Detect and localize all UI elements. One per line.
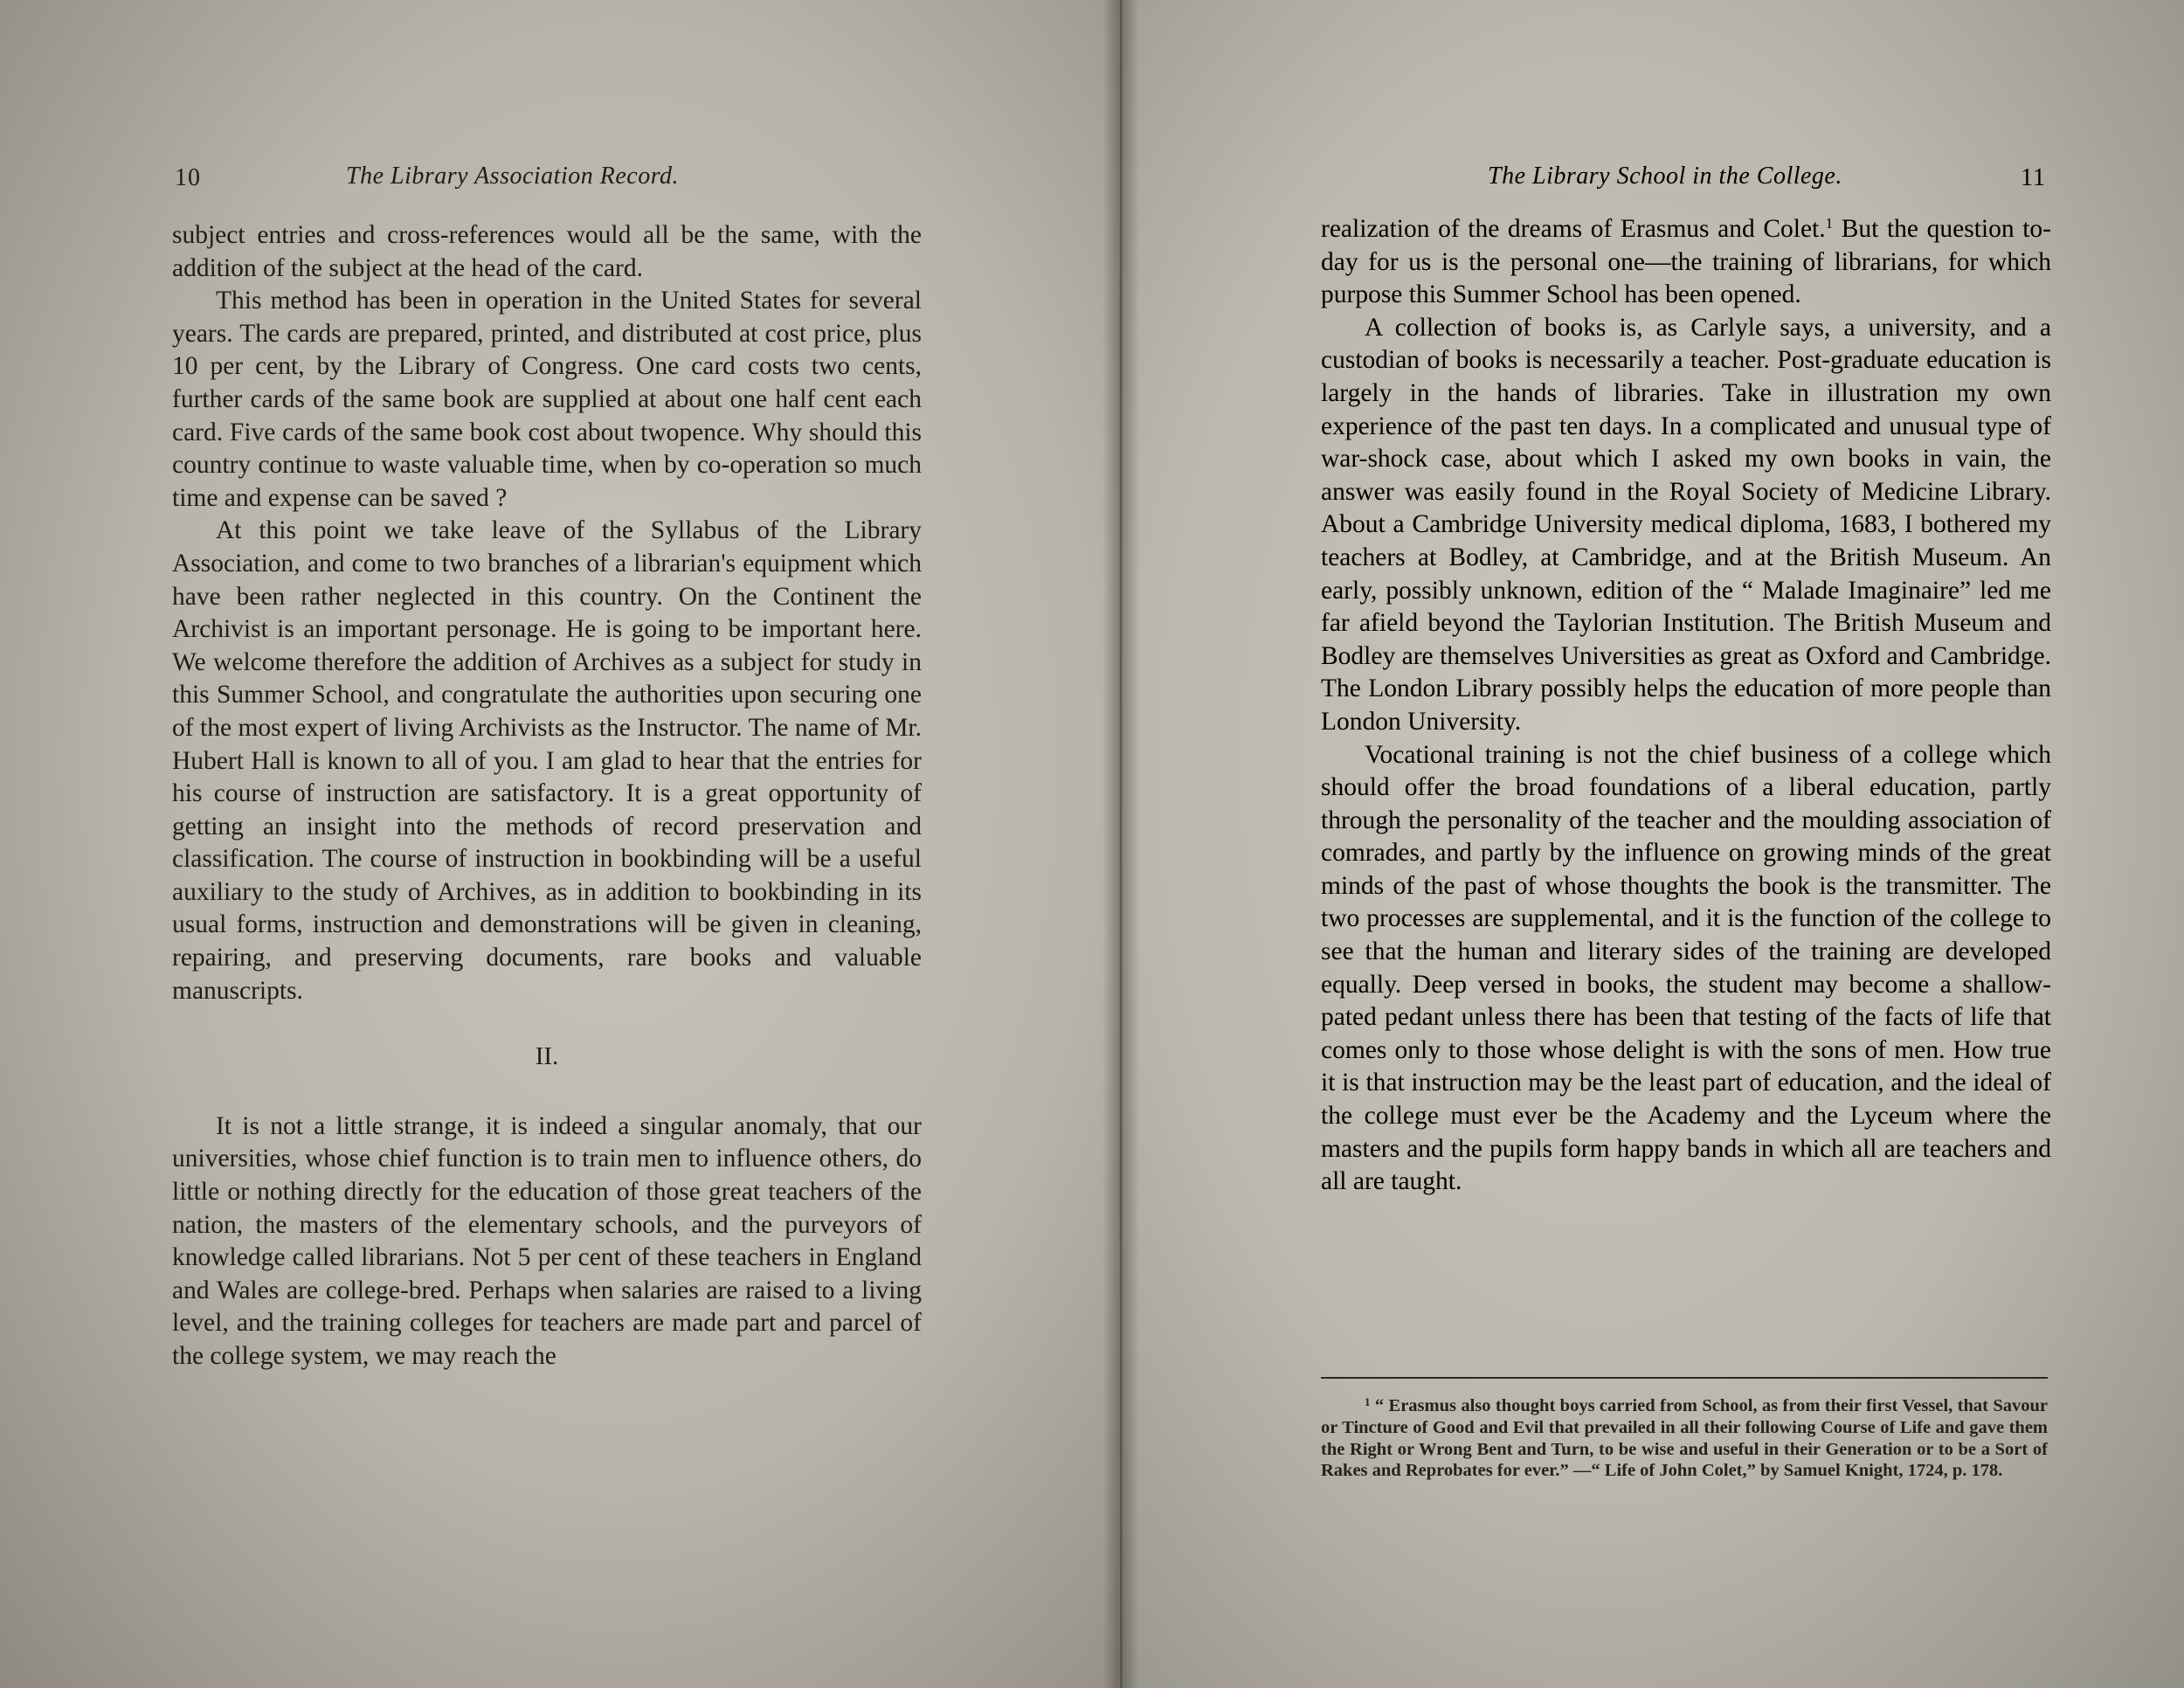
- right-paragraph-1-end: But the question to-day for us is the personal one—the training of librarians, for which purpose this Summer School has been opened.: [1321, 215, 2051, 309]
- footnote-mark: 1: [1365, 1395, 1371, 1408]
- section-heading: II.: [535, 1042, 559, 1071]
- footnote-reference: 1: [1825, 215, 1834, 232]
- footnote: [1321, 1392, 2048, 1482]
- left-paragraph-1: subject entries and cross-references would all be the same, with the addition of the subject at the head of the card.: [172, 221, 922, 282]
- right-paragraph-2: A collection of books is, as Carlyle says, a university, and a custodian of books is necessarily a teacher. Post-graduate education is largely in the hands of libraries. Take in illustration my own experience of the past ten days. In a complicated and unusual type of war-shock case, about which I asked my own books in vain, the answer was easily found in the Royal Society of Medicine Library. About a Cambridge University medical diploma, 1683, I bothered my teachers at Bodley, at Cambridge, and at the British Museum. An early, possibly unknown, edition of the “ Malade Imaginaire” led me far afield beyond the Taylorian Institution. The British Museum and Bodley are themselves Universities as great as Oxford and Cambridge. The London Library possibly helps the education of more people than London University.: [1321, 313, 2051, 736]
- left-running-head: The Library Association Record.: [346, 163, 680, 190]
- right-paragraph-1: [1321, 213, 2051, 312]
- footnote-paragraph: [1321, 1392, 2048, 1482]
- right-page-number: 11: [2021, 164, 2046, 191]
- book-gutter: [1102, 0, 1139, 1688]
- right-running-head: The Library School in the College.: [1488, 163, 1842, 190]
- right-paragraph-3: Vocational training is not the chief business of a college which should offer the broad foundations of a liberal education, partly through the personality of the teacher and the moulding association of comrades, and partly by the influence on growing minds of the great minds of the past of whose thoughts the book is the transmitter. The two processes are supplemental, and it is the function of the college to see that the human and literary sides of the training are developed equally. Deep versed in books, the student may become a shallow-pated pedant unless there has been that testing of the facts of life that comes only to those whose delight is with the sons of men. How true it is that instruction may be the least part of education, and the ideal of the college must ever be the Academy and the Lyceum where the masters and the pupils form happy bands in which all are teachers and all are taught.: [1321, 740, 2051, 1196]
- left-page-number: 10: [175, 164, 201, 191]
- footnote-divider: [1321, 1377, 2048, 1379]
- right-body-text: [1321, 213, 2051, 1199]
- right-paragraph-1-start: realization of the dreams of Erasmus and Colet.: [1321, 215, 1826, 243]
- left-paragraph-3: At this point we take leave of the Syllabus of the Library Association, and come to two branches of a librarian's equipment which have been rather neglected in this country. On the Continent the Archivist is an important personage. He is going to be important here. We welcome therefore the addition of Archives as a subject for study in this Summer School, and congratulate the authorities upon securing one of the most expert of living Archivists as the Instructor. The name of Mr. Hubert Hall is known to all of you. I am glad to hear that the entries for his course of instruction are satisfactory. It is a great opportunity of getting an insight into the methods of record preservation and classification. The course of instruction in bookbinding will be a useful auxiliary to the study of Archives, as in addition to bookbinding in its usual forms, instruction and demonstrations will be given in cleaning, repairing, and preserving documents, rare books and valuable manuscripts.: [172, 516, 922, 1005]
- left-paragraph-4: It is not a little strange, it is indeed a singular anomaly, that our universities, whose chief function is to train men to influence others, do little or nothing directly for the education of those great teachers of the nation, the masters of the elementary schools, and the purveyors of knowledge called librarians. Not 5 per cent of these teachers in England and Wales are college-bred. Perhaps when salaries are raised to a living level, and the training colleges for teachers are made part and parcel of the college system, we may reach the: [172, 1111, 922, 1370]
- left-paragraph-2: This method has been in operation in the United States for several years. The cards are prepared, printed, and distributed at cost price, plus 10 per cent, by the Library of Congress. One card costs two cents, further cards of the same book are supplied at about one half cent each card. Five cards of the same book cost about twopence. Why should this country continue to waste valuable time, when by co-operation so much time and expense can be saved ?: [172, 287, 922, 512]
- left-body-text: [172, 219, 922, 1373]
- footnote-text: “ Erasmus also thought boys carried from School, as from their first Vessel, that Savour or Tincture of Good and Evil that prevailed in all their following Course of Life and gave them the Right or Wrong Bent and Turn, to be wise and useful in their Generation or to be a Sort of Rakes and Reprobates for ever.” —“ Life of John Colet,” by Samuel Knight, 1724, p. 178.: [1321, 1396, 2048, 1481]
